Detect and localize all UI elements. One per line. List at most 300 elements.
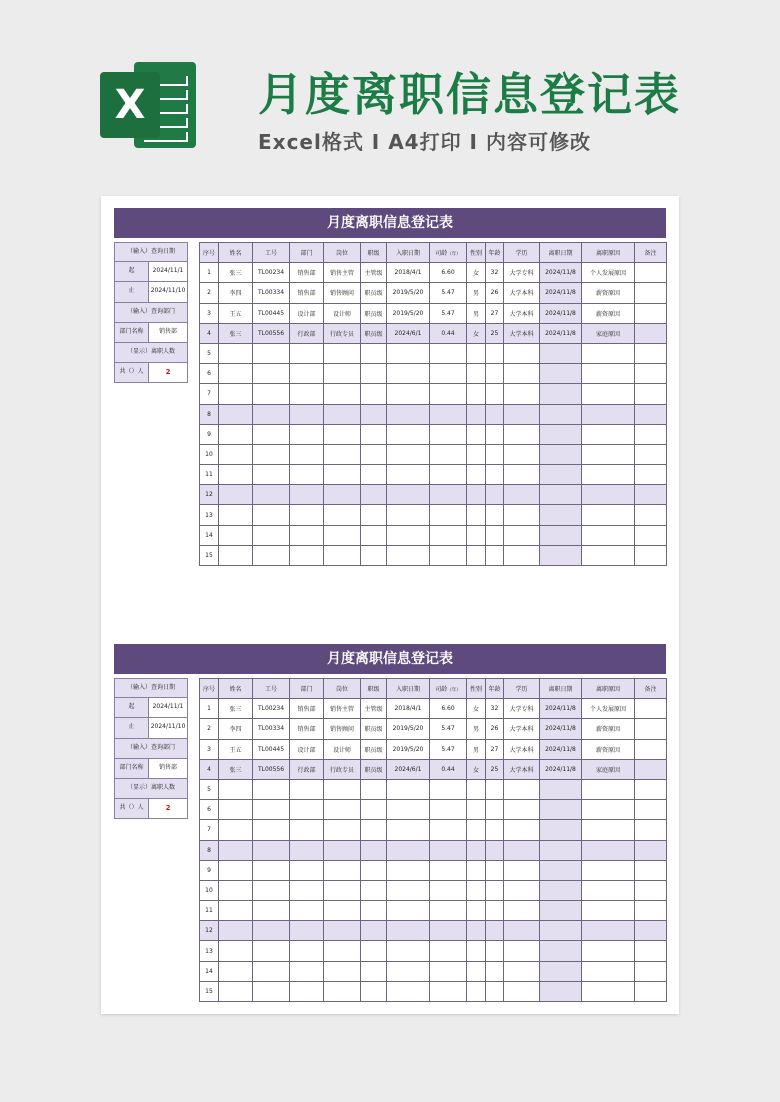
- table-cell[interactable]: [430, 505, 467, 525]
- table-cell[interactable]: [486, 860, 504, 880]
- table-cell[interactable]: 大学专科: [504, 699, 540, 719]
- table-cell[interactable]: [635, 283, 667, 303]
- table-cell[interactable]: 李四: [219, 719, 253, 739]
- table-cell[interactable]: [467, 820, 486, 840]
- table-cell[interactable]: [253, 901, 290, 921]
- table-cell[interactable]: [324, 485, 361, 505]
- table-cell[interactable]: 个人发展原因: [582, 699, 635, 719]
- table-cell[interactable]: [219, 545, 253, 565]
- table-cell[interactable]: [430, 465, 467, 485]
- table-cell[interactable]: TL00334: [253, 719, 290, 739]
- table-cell[interactable]: [387, 364, 430, 384]
- table-cell[interactable]: [540, 424, 582, 444]
- table-cell[interactable]: [635, 424, 667, 444]
- table-cell[interactable]: [430, 880, 467, 900]
- table-cell[interactable]: [387, 941, 430, 961]
- table-cell[interactable]: 大学本科: [504, 323, 540, 343]
- table-cell[interactable]: [290, 465, 324, 485]
- table-cell[interactable]: [486, 901, 504, 921]
- table-cell[interactable]: 26: [486, 719, 504, 739]
- table-cell[interactable]: [253, 404, 290, 424]
- table-cell[interactable]: [361, 444, 387, 464]
- table-cell[interactable]: [324, 860, 361, 880]
- table-cell[interactable]: [387, 961, 430, 981]
- table-cell[interactable]: 个人发展原因: [582, 263, 635, 283]
- table-cell[interactable]: [540, 364, 582, 384]
- table-cell[interactable]: 男: [467, 303, 486, 323]
- table-cell[interactable]: [430, 860, 467, 880]
- table-cell[interactable]: [387, 779, 430, 799]
- table-cell[interactable]: [361, 921, 387, 941]
- table-cell[interactable]: 2024/11/8: [540, 283, 582, 303]
- table-cell[interactable]: [219, 505, 253, 525]
- table-cell[interactable]: [387, 981, 430, 1001]
- table-cell[interactable]: TL00234: [253, 699, 290, 719]
- table-cell[interactable]: [253, 364, 290, 384]
- table-cell[interactable]: 销售顾问: [324, 283, 361, 303]
- table-cell[interactable]: [324, 424, 361, 444]
- table-cell[interactable]: [290, 444, 324, 464]
- table-cell[interactable]: [486, 424, 504, 444]
- dept-name-input[interactable]: 销售部: [149, 323, 187, 342]
- table-cell[interactable]: 0.44: [430, 323, 467, 343]
- table-cell[interactable]: [504, 505, 540, 525]
- table-cell[interactable]: [219, 860, 253, 880]
- table-cell[interactable]: [387, 901, 430, 921]
- table-cell[interactable]: [387, 840, 430, 860]
- table-cell[interactable]: [486, 343, 504, 363]
- table-cell[interactable]: [361, 820, 387, 840]
- table-cell[interactable]: 2018/4/1: [387, 263, 430, 283]
- table-cell[interactable]: [361, 961, 387, 981]
- table-cell[interactable]: 设计师: [324, 303, 361, 323]
- table-cell[interactable]: 2019/5/20: [387, 283, 430, 303]
- table-cell[interactable]: [582, 384, 635, 404]
- table-cell[interactable]: [253, 343, 290, 363]
- table-cell[interactable]: [467, 800, 486, 820]
- table-cell[interactable]: [253, 779, 290, 799]
- table-cell[interactable]: [467, 961, 486, 981]
- table-cell[interactable]: [290, 820, 324, 840]
- table-cell[interactable]: [504, 961, 540, 981]
- table-cell[interactable]: [290, 404, 324, 424]
- table-cell[interactable]: [290, 485, 324, 505]
- table-cell[interactable]: 32: [486, 263, 504, 283]
- table-cell[interactable]: [324, 880, 361, 900]
- table-cell[interactable]: [635, 779, 667, 799]
- table-cell[interactable]: [582, 779, 635, 799]
- table-cell[interactable]: [486, 941, 504, 961]
- table-cell[interactable]: [387, 384, 430, 404]
- table-cell[interactable]: [582, 921, 635, 941]
- table-cell[interactable]: [324, 820, 361, 840]
- table-cell[interactable]: 职员级: [361, 739, 387, 759]
- table-cell[interactable]: [324, 921, 361, 941]
- table-cell[interactable]: [361, 525, 387, 545]
- table-cell[interactable]: 设计部: [290, 303, 324, 323]
- table-cell[interactable]: 王五: [219, 739, 253, 759]
- table-cell[interactable]: 女: [467, 699, 486, 719]
- table-cell[interactable]: [361, 384, 387, 404]
- table-cell[interactable]: 6.60: [430, 699, 467, 719]
- table-cell[interactable]: [467, 465, 486, 485]
- table-cell[interactable]: [486, 880, 504, 900]
- table-cell[interactable]: [290, 981, 324, 1001]
- table-cell[interactable]: [540, 901, 582, 921]
- table-cell[interactable]: [635, 941, 667, 961]
- table-cell[interactable]: [540, 941, 582, 961]
- table-cell[interactable]: [467, 860, 486, 880]
- table-cell[interactable]: [253, 820, 290, 840]
- table-cell[interactable]: 主管级: [361, 263, 387, 283]
- table-cell[interactable]: [504, 800, 540, 820]
- table-cell[interactable]: [486, 404, 504, 424]
- table-cell[interactable]: [324, 525, 361, 545]
- table-cell[interactable]: 行政专员: [324, 759, 361, 779]
- table-cell[interactable]: 2024/11/8: [540, 759, 582, 779]
- table-cell[interactable]: [504, 981, 540, 1001]
- table-cell[interactable]: [290, 545, 324, 565]
- table-cell[interactable]: [540, 444, 582, 464]
- table-cell[interactable]: [253, 921, 290, 941]
- table-cell[interactable]: [219, 384, 253, 404]
- table-cell[interactable]: [290, 505, 324, 525]
- table-cell[interactable]: [540, 384, 582, 404]
- table-cell[interactable]: 张三: [219, 323, 253, 343]
- table-cell[interactable]: [290, 941, 324, 961]
- table-cell[interactable]: 大学本科: [504, 719, 540, 739]
- table-cell[interactable]: [540, 525, 582, 545]
- table-cell[interactable]: [253, 384, 290, 404]
- table-cell[interactable]: [486, 840, 504, 860]
- table-cell[interactable]: [253, 505, 290, 525]
- table-cell[interactable]: 2019/5/20: [387, 719, 430, 739]
- table-cell[interactable]: [219, 880, 253, 900]
- table-cell[interactable]: [387, 525, 430, 545]
- table-cell[interactable]: [540, 860, 582, 880]
- table-cell[interactable]: 0.44: [430, 759, 467, 779]
- table-cell[interactable]: [504, 545, 540, 565]
- table-cell[interactable]: 销售部: [290, 699, 324, 719]
- table-cell[interactable]: [504, 941, 540, 961]
- table-cell[interactable]: [635, 505, 667, 525]
- table-cell[interactable]: [635, 384, 667, 404]
- table-cell[interactable]: [467, 343, 486, 363]
- table-cell[interactable]: [324, 961, 361, 981]
- table-cell[interactable]: [361, 840, 387, 860]
- table-cell[interactable]: [486, 485, 504, 505]
- table-cell[interactable]: 王五: [219, 303, 253, 323]
- table-cell[interactable]: [361, 860, 387, 880]
- table-cell[interactable]: [219, 961, 253, 981]
- table-cell[interactable]: [253, 525, 290, 545]
- table-cell[interactable]: [253, 800, 290, 820]
- table-cell[interactable]: 销售主管: [324, 263, 361, 283]
- table-cell[interactable]: [582, 860, 635, 880]
- table-cell[interactable]: [582, 505, 635, 525]
- table-cell[interactable]: [430, 384, 467, 404]
- table-cell[interactable]: 2024/11/8: [540, 323, 582, 343]
- table-cell[interactable]: [361, 505, 387, 525]
- table-cell[interactable]: [387, 921, 430, 941]
- table-cell[interactable]: [219, 364, 253, 384]
- table-cell[interactable]: 大学专科: [504, 263, 540, 283]
- table-cell[interactable]: [582, 840, 635, 860]
- table-cell[interactable]: [540, 961, 582, 981]
- table-cell[interactable]: [635, 364, 667, 384]
- table-cell[interactable]: 5.47: [430, 283, 467, 303]
- table-cell[interactable]: [504, 525, 540, 545]
- table-cell[interactable]: [430, 800, 467, 820]
- table-cell[interactable]: [324, 981, 361, 1001]
- table-cell[interactable]: 2024/11/8: [540, 263, 582, 283]
- table-cell[interactable]: [635, 444, 667, 464]
- table-cell[interactable]: [540, 840, 582, 860]
- table-cell[interactable]: [430, 961, 467, 981]
- table-cell[interactable]: [324, 364, 361, 384]
- table-cell[interactable]: [635, 901, 667, 921]
- table-cell[interactable]: TL00334: [253, 283, 290, 303]
- table-cell[interactable]: [582, 880, 635, 900]
- table-cell[interactable]: 张三: [219, 699, 253, 719]
- table-cell[interactable]: [361, 424, 387, 444]
- table-cell[interactable]: [361, 485, 387, 505]
- table-cell[interactable]: 薪资原因: [582, 303, 635, 323]
- table-cell[interactable]: [430, 840, 467, 860]
- table-cell[interactable]: [219, 779, 253, 799]
- table-cell[interactable]: 6.60: [430, 263, 467, 283]
- table-cell[interactable]: 销售顾问: [324, 719, 361, 739]
- table-cell[interactable]: [290, 921, 324, 941]
- table-cell[interactable]: [635, 525, 667, 545]
- table-cell[interactable]: [430, 901, 467, 921]
- table-cell[interactable]: [219, 901, 253, 921]
- table-cell[interactable]: TL00445: [253, 303, 290, 323]
- table-cell[interactable]: [467, 505, 486, 525]
- table-cell[interactable]: [486, 981, 504, 1001]
- table-cell[interactable]: [253, 424, 290, 444]
- table-cell[interactable]: [467, 424, 486, 444]
- table-cell[interactable]: 职员级: [361, 759, 387, 779]
- table-cell[interactable]: [219, 820, 253, 840]
- table-cell[interactable]: [582, 545, 635, 565]
- table-cell[interactable]: [219, 981, 253, 1001]
- table-cell[interactable]: [486, 820, 504, 840]
- table-cell[interactable]: [504, 343, 540, 363]
- table-cell[interactable]: [387, 820, 430, 840]
- table-cell[interactable]: [540, 404, 582, 424]
- table-cell[interactable]: [467, 880, 486, 900]
- table-cell[interactable]: [324, 505, 361, 525]
- table-cell[interactable]: 职员级: [361, 303, 387, 323]
- table-cell[interactable]: [253, 444, 290, 464]
- table-cell[interactable]: 李四: [219, 283, 253, 303]
- table-cell[interactable]: 行政部: [290, 759, 324, 779]
- table-cell[interactable]: [467, 364, 486, 384]
- table-cell[interactable]: 家庭原因: [582, 759, 635, 779]
- table-cell[interactable]: [290, 525, 324, 545]
- table-cell[interactable]: [582, 404, 635, 424]
- table-cell[interactable]: [635, 699, 667, 719]
- table-cell[interactable]: [253, 840, 290, 860]
- table-cell[interactable]: 行政部: [290, 323, 324, 343]
- start-date-input[interactable]: 2024/11/1: [149, 698, 187, 717]
- end-date-input[interactable]: 2024/11/10: [149, 718, 187, 737]
- table-cell[interactable]: [290, 364, 324, 384]
- table-cell[interactable]: [486, 921, 504, 941]
- table-cell[interactable]: [635, 880, 667, 900]
- table-cell[interactable]: 5.47: [430, 739, 467, 759]
- table-cell[interactable]: 大学本科: [504, 303, 540, 323]
- table-cell[interactable]: 女: [467, 759, 486, 779]
- table-cell[interactable]: [635, 485, 667, 505]
- table-cell[interactable]: 2024/11/8: [540, 719, 582, 739]
- table-cell[interactable]: [540, 545, 582, 565]
- table-cell[interactable]: [504, 880, 540, 900]
- table-cell[interactable]: 职员级: [361, 719, 387, 739]
- table-cell[interactable]: [467, 444, 486, 464]
- table-cell[interactable]: [324, 779, 361, 799]
- table-cell[interactable]: [467, 921, 486, 941]
- table-cell[interactable]: [324, 800, 361, 820]
- table-cell[interactable]: [430, 921, 467, 941]
- table-cell[interactable]: [290, 901, 324, 921]
- table-cell[interactable]: [635, 759, 667, 779]
- table-cell[interactable]: [387, 465, 430, 485]
- table-cell[interactable]: 5.47: [430, 303, 467, 323]
- table-cell[interactable]: [486, 961, 504, 981]
- table-cell[interactable]: 男: [467, 739, 486, 759]
- table-cell[interactable]: 2019/5/20: [387, 303, 430, 323]
- table-cell[interactable]: [540, 981, 582, 1001]
- table-cell[interactable]: [430, 525, 467, 545]
- table-cell[interactable]: [219, 424, 253, 444]
- table-cell[interactable]: [324, 545, 361, 565]
- table-cell[interactable]: [582, 424, 635, 444]
- table-cell[interactable]: [486, 800, 504, 820]
- table-cell[interactable]: [504, 424, 540, 444]
- table-cell[interactable]: [486, 384, 504, 404]
- table-cell[interactable]: 主管级: [361, 699, 387, 719]
- table-cell[interactable]: [290, 840, 324, 860]
- table-cell[interactable]: [290, 860, 324, 880]
- table-cell[interactable]: [219, 800, 253, 820]
- table-cell[interactable]: 销售部: [290, 719, 324, 739]
- table-cell[interactable]: 2024/11/8: [540, 739, 582, 759]
- table-cell[interactable]: [582, 444, 635, 464]
- table-cell[interactable]: [387, 485, 430, 505]
- table-cell[interactable]: [582, 981, 635, 1001]
- table-cell[interactable]: TL00556: [253, 323, 290, 343]
- table-cell[interactable]: [540, 779, 582, 799]
- table-cell[interactable]: [430, 444, 467, 464]
- table-cell[interactable]: [253, 860, 290, 880]
- table-cell[interactable]: [253, 880, 290, 900]
- table-cell[interactable]: [430, 485, 467, 505]
- table-cell[interactable]: 销售主管: [324, 699, 361, 719]
- table-cell[interactable]: [486, 525, 504, 545]
- table-cell[interactable]: [635, 545, 667, 565]
- table-cell[interactable]: [635, 404, 667, 424]
- table-cell[interactable]: [467, 941, 486, 961]
- table-cell[interactable]: [540, 800, 582, 820]
- table-cell[interactable]: [290, 961, 324, 981]
- table-cell[interactable]: [486, 545, 504, 565]
- table-cell[interactable]: [387, 343, 430, 363]
- table-cell[interactable]: [504, 921, 540, 941]
- table-cell[interactable]: [361, 941, 387, 961]
- table-cell[interactable]: [540, 465, 582, 485]
- table-cell[interactable]: 销售部: [290, 283, 324, 303]
- table-cell[interactable]: 张三: [219, 263, 253, 283]
- table-cell[interactable]: [504, 364, 540, 384]
- table-cell[interactable]: 25: [486, 323, 504, 343]
- table-cell[interactable]: [324, 444, 361, 464]
- table-cell[interactable]: [635, 800, 667, 820]
- table-cell[interactable]: [253, 961, 290, 981]
- table-cell[interactable]: [635, 343, 667, 363]
- table-cell[interactable]: 大学本科: [504, 283, 540, 303]
- table-cell[interactable]: [361, 901, 387, 921]
- table-cell[interactable]: 职员级: [361, 283, 387, 303]
- table-cell[interactable]: [253, 485, 290, 505]
- table-cell[interactable]: [582, 485, 635, 505]
- table-cell[interactable]: 设计部: [290, 739, 324, 759]
- table-cell[interactable]: 行政专员: [324, 323, 361, 343]
- table-cell[interactable]: [219, 465, 253, 485]
- table-cell[interactable]: [635, 981, 667, 1001]
- table-cell[interactable]: [387, 404, 430, 424]
- table-cell[interactable]: [253, 941, 290, 961]
- table-cell[interactable]: 男: [467, 283, 486, 303]
- table-cell[interactable]: 2018/4/1: [387, 699, 430, 719]
- table-cell[interactable]: [504, 384, 540, 404]
- table-cell[interactable]: [582, 525, 635, 545]
- table-cell[interactable]: [361, 880, 387, 900]
- table-cell[interactable]: 职员级: [361, 323, 387, 343]
- table-cell[interactable]: [486, 444, 504, 464]
- table-cell[interactable]: 张三: [219, 759, 253, 779]
- table-cell[interactable]: 大学本科: [504, 759, 540, 779]
- table-cell[interactable]: [430, 545, 467, 565]
- table-cell[interactable]: [430, 343, 467, 363]
- table-cell[interactable]: [361, 343, 387, 363]
- table-cell[interactable]: [387, 424, 430, 444]
- table-cell[interactable]: [635, 303, 667, 323]
- table-cell[interactable]: [635, 820, 667, 840]
- table-cell[interactable]: 销售部: [290, 263, 324, 283]
- table-cell[interactable]: [582, 465, 635, 485]
- table-cell[interactable]: [387, 880, 430, 900]
- table-cell[interactable]: [361, 800, 387, 820]
- table-cell[interactable]: [430, 404, 467, 424]
- table-cell[interactable]: [467, 840, 486, 860]
- table-cell[interactable]: [467, 981, 486, 1001]
- table-cell[interactable]: [290, 779, 324, 799]
- table-cell[interactable]: 2019/5/20: [387, 739, 430, 759]
- table-cell[interactable]: [253, 545, 290, 565]
- table-cell[interactable]: [635, 263, 667, 283]
- table-cell[interactable]: [467, 901, 486, 921]
- table-cell[interactable]: [219, 485, 253, 505]
- table-cell[interactable]: [290, 800, 324, 820]
- table-cell[interactable]: [486, 779, 504, 799]
- table-cell[interactable]: [361, 404, 387, 424]
- table-cell[interactable]: [582, 800, 635, 820]
- table-cell[interactable]: [290, 343, 324, 363]
- table-cell[interactable]: [387, 800, 430, 820]
- table-cell[interactable]: [361, 364, 387, 384]
